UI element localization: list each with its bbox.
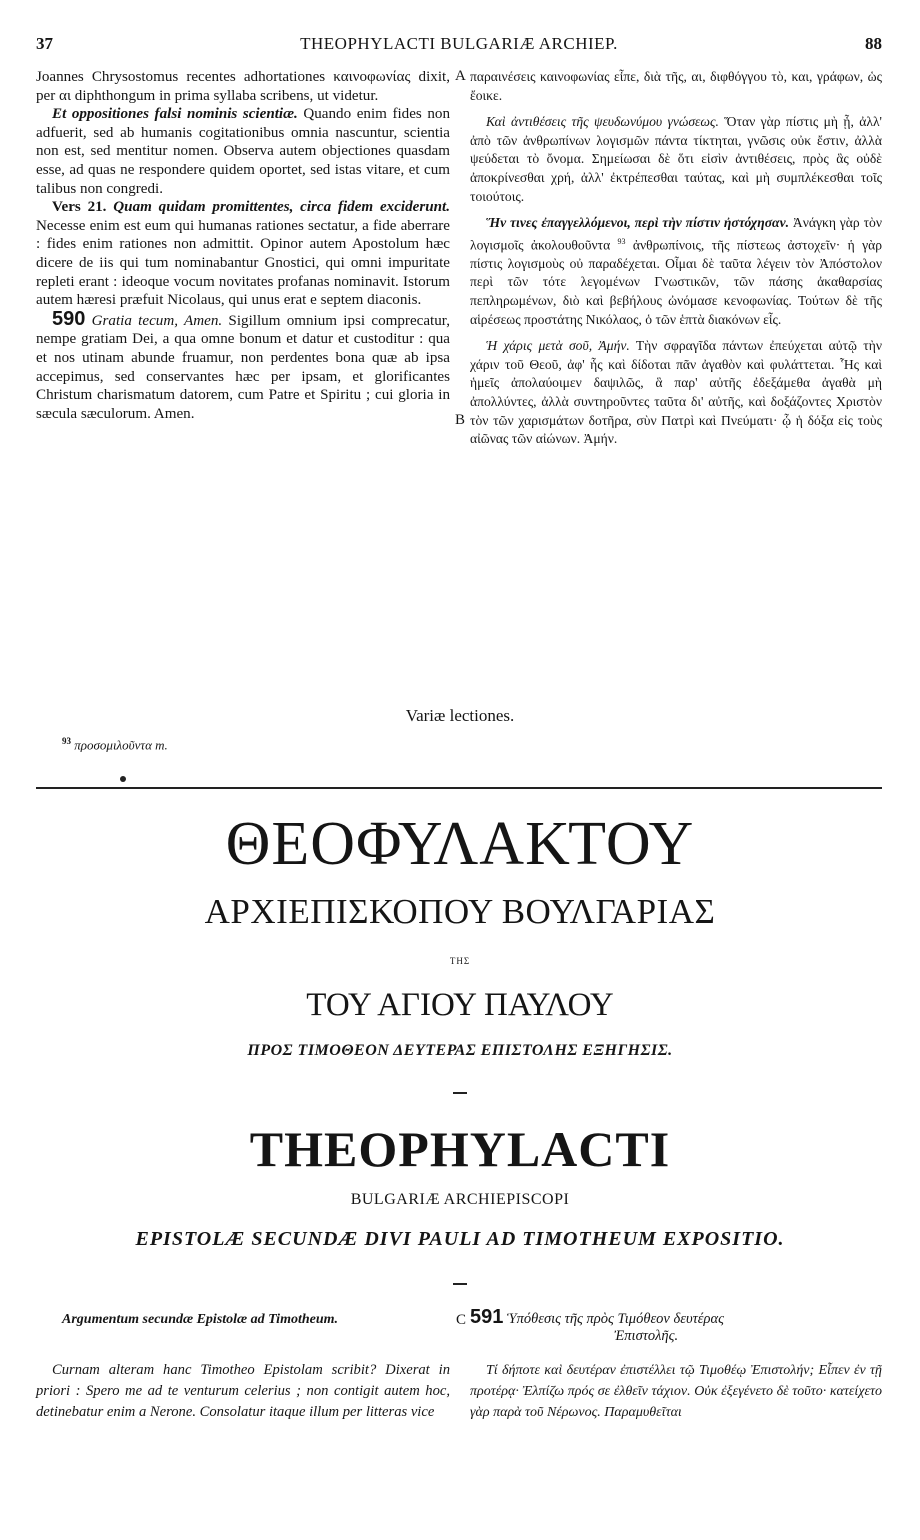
latin-paragraph-1: Joannes Chrysostomus recentes adhortationes καινοφωνίας dixit, per αι diphthongum in prima syllaba scribens, ut videtur. [36,69,450,104]
latin-paragraph-2 [36,105,450,198]
latin-title-main: THEOPHYLACTI [249,1121,671,1177]
argument-latin-paragraph: Curnam alteram hanc Timotheo Epistolam scribit? Dixerat in priori : Spero me ad te venturum celerius ; non contigit autem hoc, detinebatur enim a Nerone. Consolatur itaque illum per litteras vice [36,1362,450,1420]
lemma: Gratia tecum, Amen. [85,312,223,329]
lemma: Ἥν τινες ἐπαγγελλόμενοι, περὶ τὴν πίστιν ἠστόχησαν. [486,215,789,231]
argument-greek-paragraph: Τί δήποτε καὶ δευτέραν ἐπιστέλλει τῷ Τιμοθέῳ Ἐπιστολήν; Εἶπεν ἐν τῇ προτέρᾳ· Ἐλπίζω πρός σε ἐλθεῖν τάχιον. Οὐκ ἐξεγένετο δὲ τοῦτο· κατείχετο γὰρ παρὰ τοῦ Νέρωνος. Παραμυθεῖται [470,1363,882,1420]
section-marker-b: B [455,412,466,428]
greek-paragraph-1: παραινέσεις καινοφωνίας εἶπε, διὰ τῆς, αι, διφθόγγου τὸ, και, γράφων, ὡς ἔοικε. [470,69,882,103]
column-number: 591 [470,1306,504,1328]
greek-title-article: ΤΗΣ [449,956,471,966]
section-marker-c: C [456,1312,467,1328]
footnote [62,736,168,753]
lemma: Καὶ ἀντιθέσεις τῆς ψευδωνύμου γνώσεως. [486,114,719,130]
column-number: 590 [52,307,86,330]
lemma: Ἡ χάρις μετὰ σοῦ, Ἀμήν. [486,338,630,354]
argument-latin-title: Argumentum secundæ Epistolæ ad Timotheum. [62,1312,339,1327]
verse-label: Vers 21. [52,199,107,216]
title-separator [453,1092,467,1094]
section-rule [36,787,882,789]
running-title: THEOPHYLACTI BULGARIÆ ARCHIEP. [300,34,618,53]
greek-title-line-2: Ἐπιστολῆς. [614,1328,679,1344]
footnote-number: 93 [62,736,71,746]
section-marker-a: A [455,68,466,84]
latin-column [36,68,450,423]
running-header [36,30,882,56]
ink-dot [120,776,126,782]
latin-title-epistle: EPISTOLÆ SECUNDÆ DIVI PAULI AD TIMOTHEUM EXPOSITIO. [135,1228,785,1250]
footnote-ref: 93 [617,236,626,246]
commentary-text: Ὅταν γὰρ πίστις μὴ ᾖ, ἀλλ' ἀπὸ τῶν ἀνθρωπίνων λογισμῶν πάντα τίκτηται, γνῶσις οὐκ ἔστιν, ἀλλὰ ψεύδεται τὸ ὄνομα. Σημείωσαι δὲ ὅτι εἰσὶν ἀντιθέσεις, πρὸς ἃς οὐδὲ ἀποκρίνεσθαι χρή, ἀλλ' ἐκτρέπεσθαι ταύτας, καὶ μὴ συμπλέκεσθαι τοῖς τοιούτοις. [470,114,882,204]
commentary-text: Ἀνάγκη γὰρ τὸν λογισμοῖς ἀκολουθοῦντα [470,215,882,253]
greek-paragraph-3 [470,214,882,329]
greek-paragraph-4 [470,337,882,449]
greek-title-pros: ΠΡΟΣ ΤΙΜΟΘΕΟΝ ΔΕΥΤΕΡΑΣ ΕΠΙΣΤΟΛΗΣ ΕΞΗΓΗΣΙΣ. [247,1042,673,1059]
commentary-text: Sigillum omnium ipsi comprecatur, nempe gratiam Dei, a qua omne bonum et datur et custoditur : qua et nos utinam abunde fruamur, non perdentes bona quæ ab ipsa accepimus, sed conservantes hæc per ipsam, et glorificantes Christum charismatum datorem, cum Patre et Spiritu ; cui gloria in sæcula sæculorum. Amen. [36,312,450,422]
latin-paragraph-3 [36,198,450,310]
greek-column [470,68,882,449]
greek-title-paul: ΤΟΥ ΑΓΙΟΥ ΠΑΥΛΟΥ [306,987,614,1023]
argument-latin-text [36,1360,450,1423]
lemma: Quam quidam promittentes, circa fidem exciderunt. [106,199,450,216]
greek-paragraph-2 [470,113,882,206]
commentary-text: ἀνθρωπίνοις, τῆς πίστεως ἀστοχεῖν· ἡ γὰρ πίστις λογισμοὺς οὐ παραδέχεται. Οἶμαι δὲ ταῦτα λέγειν τὸν Ἀπόστολον περὶ τῶν τότε λεγομένων Γνωστικῶν, τῶν πάσης ἀκαθαρσίας πεπληρωμένων, διὸ καὶ βεβήλους ὠνόμασε κενοφωνίας. Τούτων δὲ τῆς αἱρέσεως προστάτης Νικόλαος, ὁ τῶν ἑπτὰ διακόνων εἷς. [470,237,882,327]
lemma: Et oppositiones falsi nominis scientiæ. [52,106,298,123]
page-number-right: 88 [865,34,882,53]
greek-title-sub: ΑΡΧΙΕΠΙΣΚΟΠΟΥ ΒΟΥΛΓΑΡΙΑΣ [204,892,716,931]
argument-greek-text [470,1360,882,1423]
title-separator [453,1283,467,1285]
footnote-text: προσομιλοῦντα m. [74,737,168,753]
page-number-left: 37 [36,34,53,53]
latin-title-sub: BULGARIÆ ARCHIEPISCOPI [350,1191,570,1208]
latin-paragraph-4 [36,307,450,424]
commentary-text: Τὴν σφραγῖδα πάντων ἐπεύχεται αὐτῷ τὴν χάριν τοῦ Θεοῦ, ἀφ' ἧς καὶ δίδοται πᾶν ἀγαθὸν καὶ φυλάττεται. Ἧς καὶ ἡμεῖς ἀπολαύοιμεν δαψιλῶς, ἃ παρ' αὐτῆς ἐδεξάμεθα ἀγαθὰ μὴ ἀπολλύντες, ἀλλὰ συντηροῦντες ταῦτα δι' αὐτῆς, καὶ δοξάζοντες Χριστὸν τὸν τῶν χαρισμάτων δοτῆρα, σὺν Πατρὶ καὶ Πνεύματι· ᾧ ἡ δόξα εἰς τοὺς αἰῶνας τῶν αἰώνων. Ἀμήν. [470,338,882,447]
commentary-text: Necesse enim est eum qui humanas rationes sectatur, a fide aberrare : fides enim rationes non admittit. Opinor autem Apostolum hæc dicere de iis qui tum nominabantur Gnostici, qui omni impuritate repleti erant : ideoque vocum novitates profanas nominavit. Istorum autem hæresi præfuit Nicolaus, qui unus erat e septem diaconis. [36,217,450,309]
greek-title-main: ΘΕΟΦΥΛΑΚΤΟΥ [225,810,695,878]
argument-greek-title [470,1306,890,1344]
greek-title-line-1: Ὑπόθεσις τῆς πρὸς Τιμόθεον δευτέρας [507,1311,724,1327]
variae-lectiones-heading: Variæ lectiones. [405,706,515,725]
commentary-text: Quando enim fides non adfuerit, sed ab humanis cogitationibus omnia nascuntur, scientia non est, sed mentitur nomen. Observa autem objectiones quasdam esse, ad quas ne respondere quidem oportet, sed istas vitare, et cum talibus non congredi. [36,106,450,197]
